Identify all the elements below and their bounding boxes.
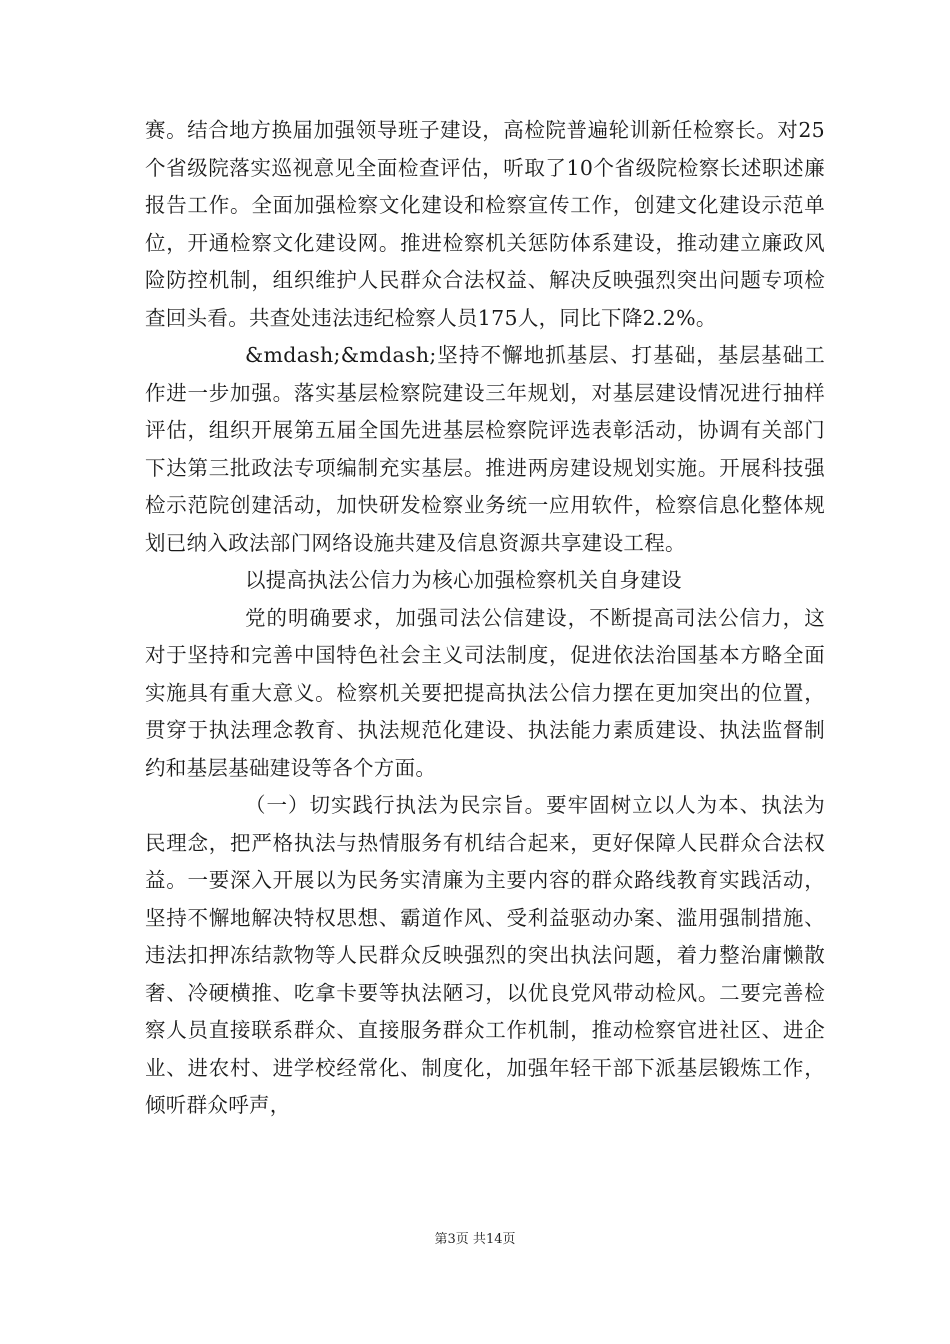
footer-total-pages: 14 — [485, 1232, 503, 1247]
footer-suffix: 页 — [502, 1232, 516, 1247]
footer-middle: 页 共 — [455, 1232, 486, 1247]
paragraph-4: （一）切实践行执法为民宗旨。要牢固树立以人为本、执法为民理念，把严格执法与热情服务有机结合起来，更好保障人民群众合法权益。一要深入开展以为民务实清廉为主要内容的群众路线教育实践活动，坚持不懈地解决特权思想、霸道作风、受利益驱动办案、滥用强制措施、违法扣押冻结款物等人民群众反映强烈的突出执法问题，着力整治庸懒散奢、冷硬横推、吃拿卡要等执法陋习，以优良党风带动检风。二要完善检察人员直接联系群众、直接服务群众工作机制，推动检察官进社区、进企业、进农村、进学校经常化、制度化，加强年轻干部下派基层锻炼工作，倾听群众呼声， — [145, 793, 825, 1117]
section-heading: 以提高执法公信力为核心加强检察机关自身建设 — [245, 568, 682, 592]
paragraph-1: 赛。结合地方换届加强领导班子建设，高检院普遍轮训新任检察长。对25个省级院落实巡视意见全面检查评估，听取了10个省级院检察长述职述廉报告工作。全面加强检察文化建设和检察宣传工作，创建文化建设示范单位，开通检察文化建设网。推进检察机关惩防体系建设，推动建立廉政风险防控机制，组织维护人民群众合法权益、解决反映强烈突出问题专项检查回头看。共查处违法违纪检察人员175人，同比下降2.2%。 — [145, 118, 825, 330]
paragraph-3: 党的明确要求，加强司法公信建设，不断提高司法公信力，这对于坚持和完善中国特色社会主义司法制度，促进依法治国基本方略全面实施具有重大意义。检察机关要把提高执法公信力摆在更加突出的位置，贯穿于执法理念教育、执法规范化建设、执法能力素质建设、执法监督制约和基层基础建设等各个方面。 — [145, 605, 825, 780]
page-footer — [0, 1228, 950, 1247]
document-body — [145, 112, 825, 1125]
footer-prefix: 第 — [434, 1232, 448, 1247]
footer-current-page: 3 — [447, 1232, 456, 1247]
paragraph-2: &mdash;&mdash;坚持不懈地抓基层、打基础，基层基础工作进一步加强。落实基层检察院建设三年规划，对基层建设情况进行抽样评估，组织开展第五届全国先进基层检察院评选表彰活动，协调有关部门下达第三批政法专项编制充实基层。推进两房建设规划实施。开展科技强检示范院创建活动，加快研发检察业务统一应用软件，检察信息化整体规划已纳入政法部门网络设施共建及信息资源共享建设工程。 — [145, 343, 825, 555]
